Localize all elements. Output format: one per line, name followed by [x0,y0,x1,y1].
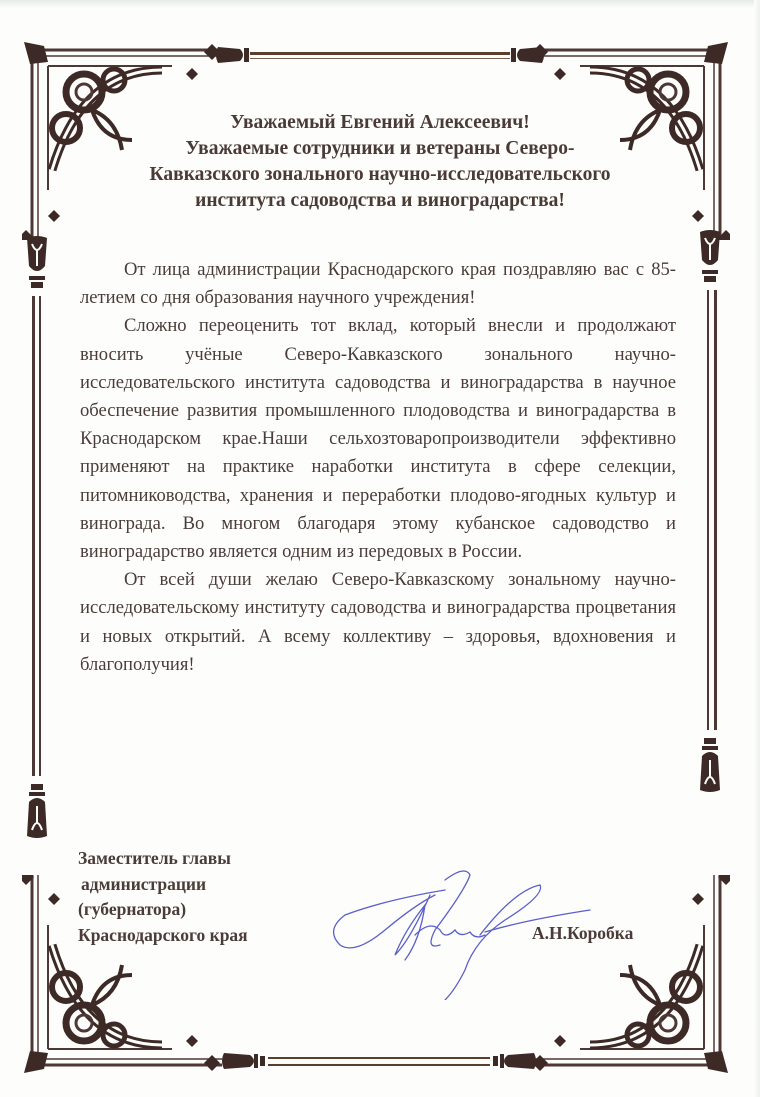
body-paragraph: Сложно переоценить тот вклад, который внесли и продолжают вносить учёные Северо-Кавказского зонального научно-исследовательского института садоводства и виноградарства в научное обеспечение развития промышленного плодоводства и виноградарства в Краснодарском крае.Наши сельхозтоваропроизводители эффективно применяют на практике наработки института в сфере селекции, питомниководства, хранения и переработки плодово-ягодных культур и винограда. Во многом благодаря этому кубанское садоводство и виноградарство является одним из передовых в России. [80,315,676,563]
frame-left-line-inner [39,296,41,776]
salutation-line: Уважаемый Евгений Алексеевич! [230,112,530,133]
finial-bottom-left-icon [222,1050,268,1072]
letter-salutation [100,110,660,214]
finial-left-bottom-icon [24,780,50,840]
finial-left-top-icon [24,236,50,292]
signatory-title [78,846,338,948]
frame-right-line-inner [714,290,717,730]
signatory-title-line: администрации [81,873,207,894]
body-paragraph: От лица администрации Краснодарского края поздравляю вас с 85-летием со дня образования научного учреждения! [80,259,676,309]
frame-bottom-line [268,1057,490,1059]
salutation-line: института садоводства и виноградарства! [195,190,565,211]
signatory-title-line: (губернатора) [78,899,187,919]
body-paragraph: От всей души желаю Северо-Кавказскому зональному научно-исследовательскому институту садоводства и виноградарства процветания и новых открытий. А всему коллективу – здоровья, вдохновения и благополучия! [80,569,676,675]
frame-left-line [32,296,35,776]
frame-top-line-inner [250,58,510,59]
scan-edge-right [754,0,760,1097]
signatory-title-line: Заместитель главы [78,848,231,868]
salutation-line: Уважаемые сотрудники и ветераны Северо- [185,138,575,159]
signatory-title-line: Краснодарского края [78,924,248,945]
finial-top-left-icon [216,44,252,66]
frame-top-line [250,52,510,55]
finial-right-bottom-icon [697,734,723,794]
finial-bottom-right-icon [490,1050,536,1072]
salutation-line: Кавказского зонального научно-исследовательского [149,164,611,185]
finial-top-right-icon [508,44,544,66]
letter-body [80,256,676,679]
finial-right-top-icon [697,230,723,286]
frame-bottom-line-inner [268,1064,490,1066]
signatory-name: А.Н.Коробка [532,923,634,943]
frame-right-line [707,290,709,730]
scan-edge-top [0,0,760,8]
